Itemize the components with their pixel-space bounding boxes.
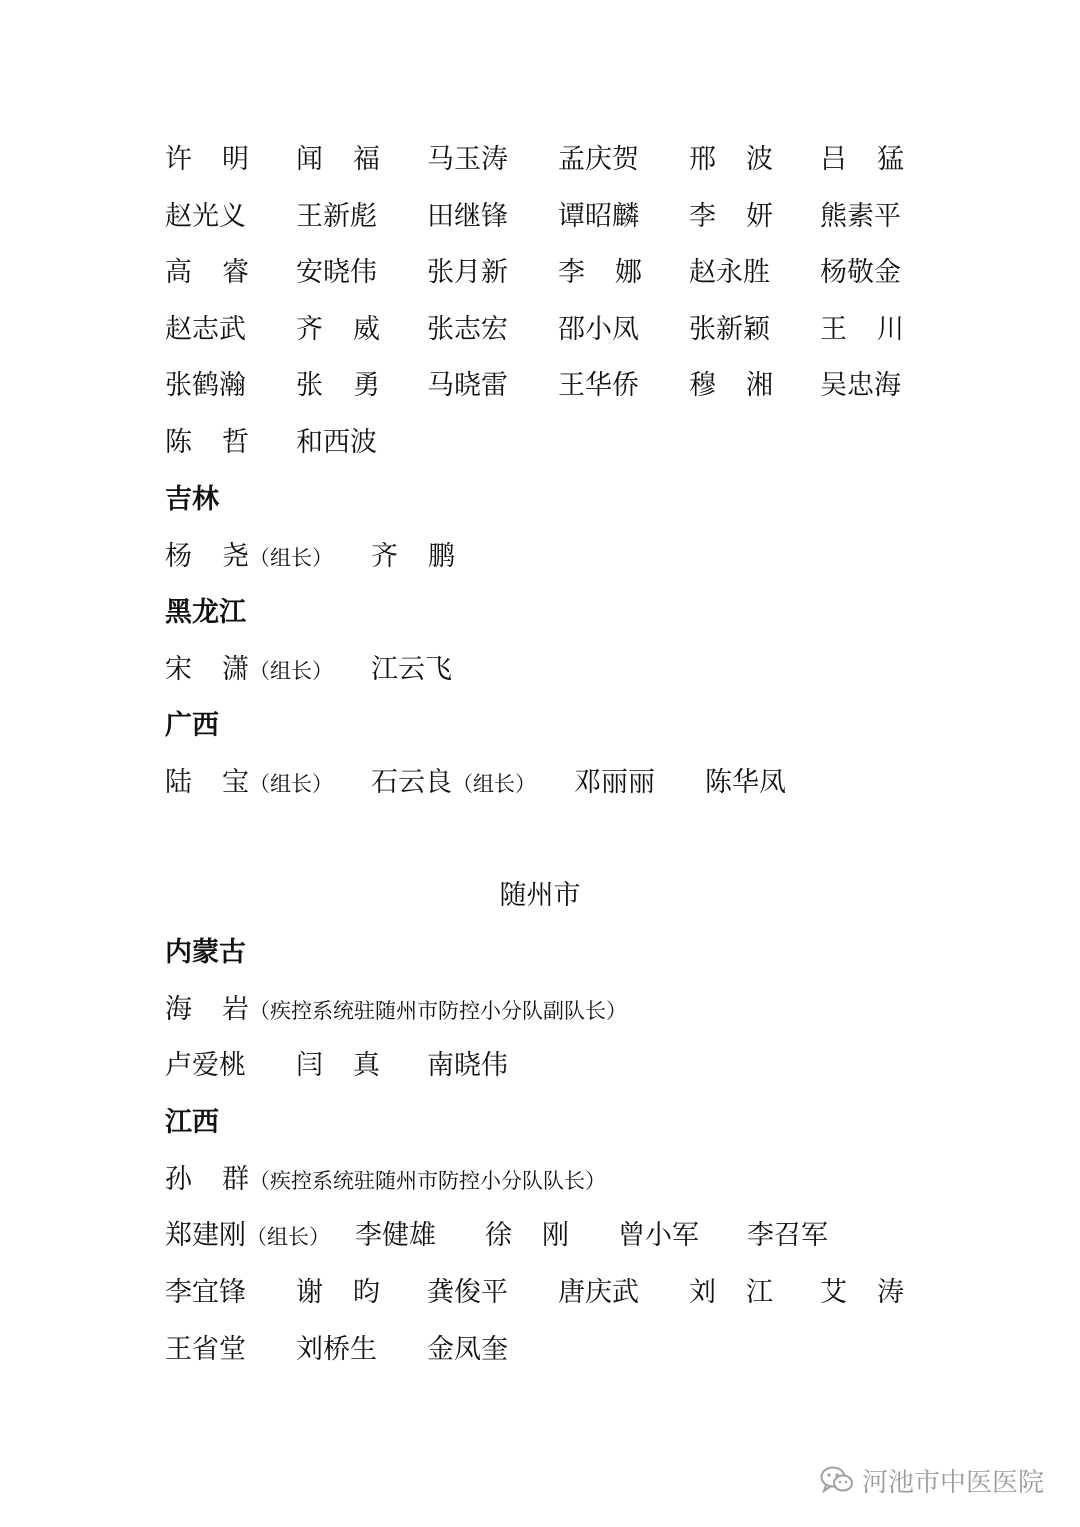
jiangxi-members-row-1: [165, 1216, 965, 1256]
person-name: 陈华凤: [705, 767, 786, 798]
heilongjiang-members-row: [165, 650, 452, 690]
person-name: 金凤奎: [427, 1334, 508, 1365]
person-name: 张志宏: [427, 314, 508, 345]
person-name: 李宜锋: [165, 1277, 246, 1308]
person-name: 高 睿: [165, 257, 249, 288]
person-name: 王省堂: [165, 1334, 246, 1365]
person-name: 刘 江: [689, 1277, 773, 1308]
role-note: （组长）: [452, 772, 536, 796]
name-grid-row: [165, 423, 965, 463]
section-heading-jiangxi: 江西: [165, 1107, 219, 1138]
watermark-text: 河池市中医医院: [861, 1467, 1044, 1498]
person-name: 马晓雷: [427, 370, 508, 401]
role-note: （组长）: [249, 546, 333, 570]
person-name: 张鹤瀚: [165, 370, 246, 401]
role-note: （组长）: [246, 1225, 330, 1249]
section-heading-guangxi: 广西: [165, 710, 219, 741]
person-name: 李 娜: [558, 257, 642, 288]
watermark: [820, 1463, 1044, 1497]
person-name: 杨敬金: [820, 257, 901, 288]
person-name: 齐 威: [296, 314, 380, 345]
person-name: 艾 涛: [820, 1277, 904, 1308]
neimenggu-leader-row: [165, 990, 627, 1030]
name-grid-row: [165, 366, 965, 406]
person-name: 孙 群: [165, 1164, 249, 1195]
person-name: 穆 湘: [689, 370, 773, 401]
person-name: 王华侨: [558, 370, 639, 401]
neimenggu-members-row: [165, 1046, 965, 1086]
person-name: 南晓伟: [427, 1050, 508, 1081]
wechat-icon: [820, 1466, 854, 1494]
person-name: 闫 真: [296, 1050, 380, 1081]
section-heading-neimenggu: 内蒙古: [165, 937, 246, 968]
person-name: 唐庆武: [558, 1277, 639, 1308]
name-grid-row: [165, 253, 965, 293]
person-name: 孟庆贺: [558, 144, 639, 175]
person-name: 陈 哲: [165, 427, 249, 458]
person-name: 谢 昀: [296, 1277, 380, 1308]
person-name: 王 川: [820, 314, 904, 345]
person-name: 龚俊平: [427, 1277, 508, 1308]
guangxi-members-row: [165, 763, 786, 803]
jilin-members-row: [165, 537, 455, 577]
role-note: （疾控系统驻随州市防控小分队副队长）: [249, 999, 627, 1023]
person-name: 赵永胜: [689, 257, 770, 288]
person-name: 齐 鹏: [371, 541, 455, 572]
jiangxi-members-row-3: [165, 1330, 965, 1370]
role-note: （组长）: [249, 659, 333, 683]
person-name: 马玉涛: [427, 144, 508, 175]
jiangxi-leader-row: [165, 1160, 606, 1200]
person-name: 江云飞: [371, 654, 452, 685]
person-name: 石云良: [371, 767, 452, 798]
role-note: （组长）: [249, 772, 333, 796]
person-name: 邢 波: [689, 144, 773, 175]
person-name: 海 岩: [165, 994, 249, 1025]
person-name: 徐 刚: [485, 1220, 569, 1251]
person-name: 谭昭麟: [558, 201, 639, 232]
person-name: 邓丽丽: [574, 767, 655, 798]
person-name: 张月新: [427, 257, 508, 288]
role-note: （疾控系统驻随州市防控小分队队长）: [249, 1169, 606, 1193]
person-name: 刘桥生: [296, 1334, 377, 1365]
jiangxi-members-row-2: [165, 1273, 965, 1313]
person-name: 赵志武: [165, 314, 246, 345]
name-grid-row: [165, 310, 965, 350]
person-name: 闻 福: [296, 144, 380, 175]
person-name: 邵小凤: [558, 314, 639, 345]
person-name: 宋 潇: [165, 654, 249, 685]
city-title: 随州市: [499, 880, 581, 911]
person-name: 郑建刚: [165, 1220, 246, 1251]
person-name: 和西波: [296, 427, 377, 458]
person-name: 王新彪: [296, 201, 377, 232]
person-name: 吴忠海: [820, 370, 901, 401]
name-grid-row: [165, 140, 965, 180]
person-name: 张 勇: [296, 370, 380, 401]
person-name: 李召军: [747, 1220, 828, 1251]
section-heading-heilongjiang: 黑龙江: [165, 597, 246, 628]
person-name: 李 妍: [689, 201, 773, 232]
person-name: 杨 尧: [165, 541, 249, 572]
person-name: 李健雄: [355, 1220, 436, 1251]
person-name: 吕 猛: [820, 144, 904, 175]
person-name: 熊素平: [820, 201, 901, 232]
person-name: 安晓伟: [296, 257, 377, 288]
person-name: 卢爱桃: [165, 1050, 246, 1081]
section-heading-jilin: 吉林: [165, 484, 219, 515]
person-name: 赵光义: [165, 201, 246, 232]
person-name: 许 明: [165, 144, 249, 175]
person-name: 田继锋: [427, 201, 508, 232]
person-name: 曾小军: [618, 1220, 699, 1251]
name-grid-row: [165, 197, 965, 237]
person-name: 张新颖: [689, 314, 770, 345]
person-name: 陆 宝: [165, 767, 249, 798]
